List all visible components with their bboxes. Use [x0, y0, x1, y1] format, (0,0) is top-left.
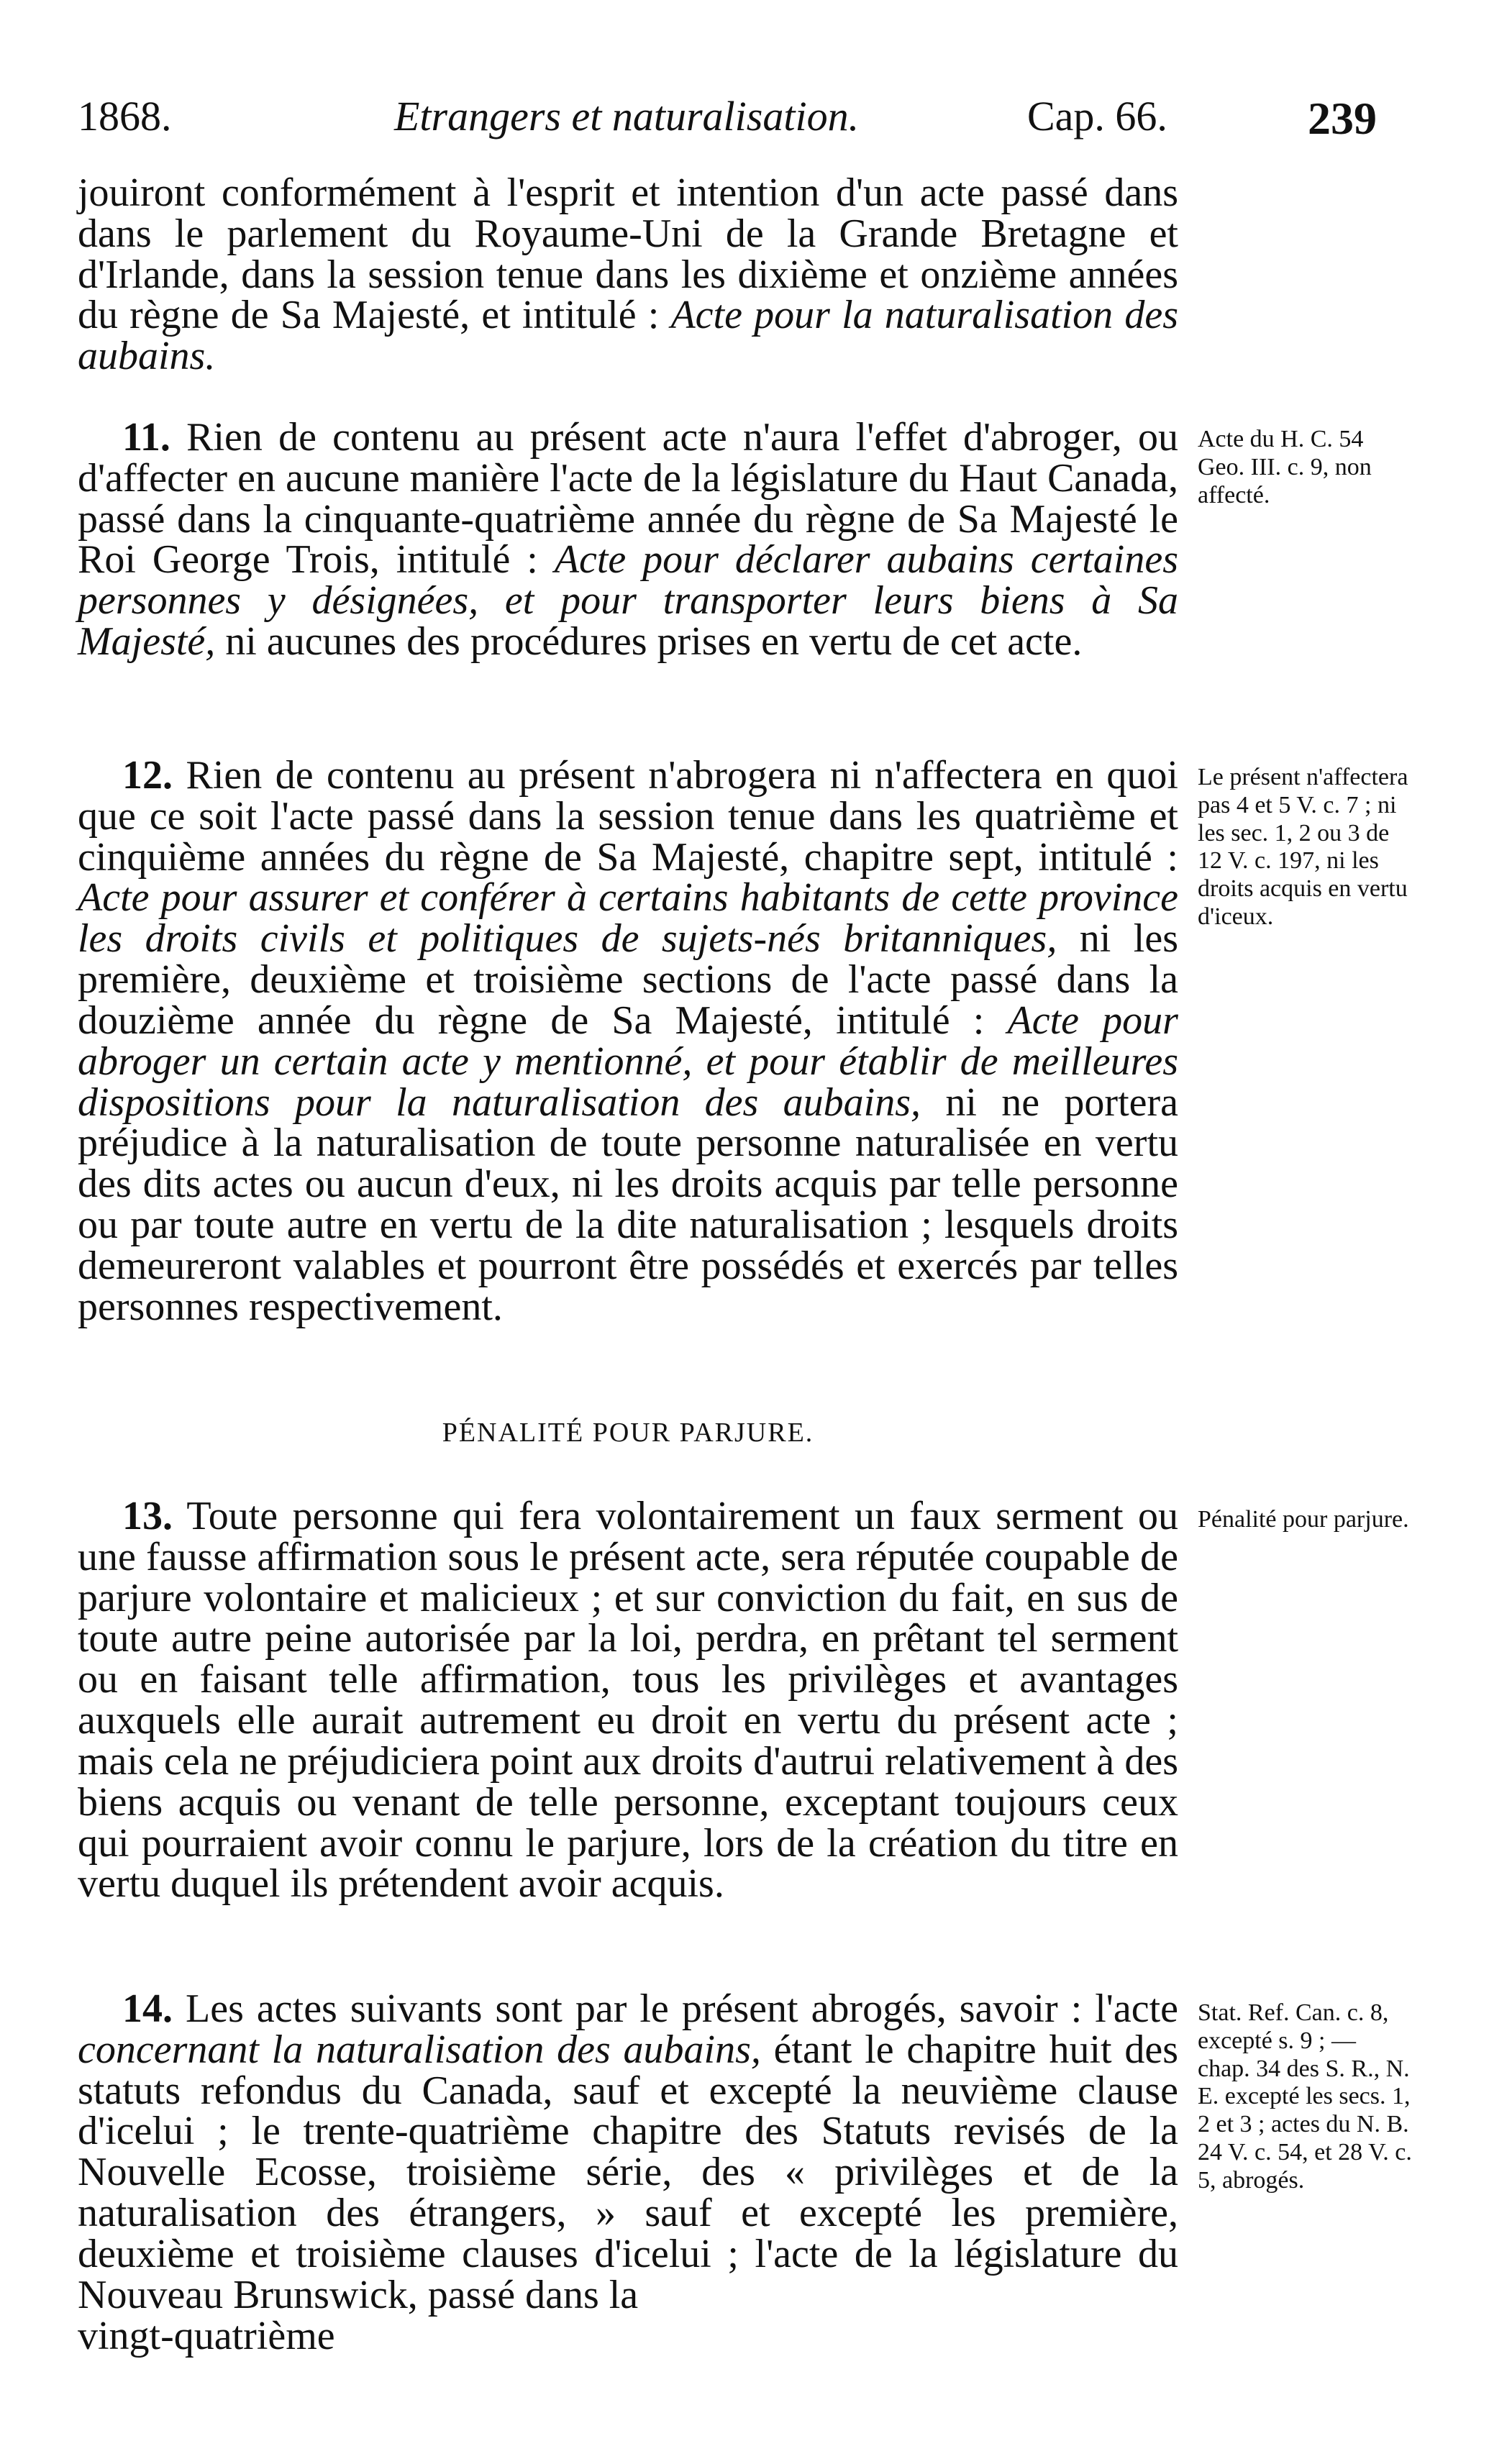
- section-11: [78, 415, 1178, 665]
- section-13: [78, 1494, 1178, 1907]
- paragraph-intro: [78, 170, 1179, 379]
- header-chapter: Cap. 66.: [1027, 93, 1167, 140]
- page-number: 239: [1308, 93, 1377, 144]
- section-12-text-2: ni les première, deuxième et troisième sections de l'acte passé dans la douzième année du règne de Sa Majesté, intitulé :: [78, 916, 1179, 1043]
- section-number-12: 12.: [122, 753, 173, 798]
- section-11-text-1: Rien de contenu au présent acte n'aura l'effet d'abroger, ou d'affecter en aucune manière l'acte de la législature du Haut Canada, passé dans la cinquante-quatrième année du règne de Sa Majesté le Roi George Trois, intitulé :: [78, 415, 1178, 583]
- header-title: Etrangers et naturalisation.: [394, 93, 860, 140]
- section-14: [78, 1986, 1179, 2358]
- section-number-13: 13.: [122, 1494, 173, 1538]
- section-14-text-2: étant le chapitre huit des statuts refondus du Canada, sauf et excepté la neuvième clause d'icelui ; le trente-quatrième chapitre des Statuts revisés de la Nouvelle Ecosse, troisième série, des « privilèges et de la naturalisation des étrangers, » sauf et excepté les première, deuxième et troisième clauses d'icelui ; l'acte de la législature du Nouveau Brunswick, passé dans la: [78, 2027, 1179, 2317]
- section-number-11: 11.: [122, 415, 170, 460]
- running-header: [78, 92, 1401, 150]
- margin-note-13: Pénalité pour parjure.: [1198, 1506, 1409, 1533]
- intro-act-title: Acte pour la naturalisation des aubains.: [78, 293, 1179, 379]
- section-heading: PÉNALITÉ POUR PARJURE.: [442, 1418, 814, 1448]
- section-12-text-3: ni ne portera préjudice à la naturalisation de toute personne naturalisée en vertu des dits actes ou aucun d'eux, ni les droits acquis par telle personne ou par toute autre en vertu de la dite naturalisation ; lesquels droits demeureront valables et pourront être possédés et exercés par telles personnes respectivement.: [78, 1080, 1178, 1329]
- section-11-act-title: Acte pour déclarer aubains certaines personnes y désignées, et pour transporter leurs biens à Sa Majesté,: [78, 537, 1178, 665]
- section-12-text-1: Rien de contenu au présent n'abrogera ni n'affectera en quoi que ce soit l'acte passé dans la session tenue dans les quatrième et cinquième années du règne de Sa Majesté, chapitre sept, intitulé :: [78, 753, 1178, 880]
- section-14-text-1: Les actes suivants sont par le présent abrogés, savoir : l'acte: [173, 1986, 1178, 2031]
- section-11-text-2: ni aucunes des procédures prises en vertu de cet acte.: [215, 619, 1083, 665]
- section-12-act-title-2: Acte pour abroger un certain acte y mentionné, et pour établir de meilleures dispositions pour la naturalisation des aubains,: [78, 998, 1178, 1125]
- catchword: vingt-quatrième: [78, 2313, 335, 2358]
- margin-note-12: Le présent n'affectera pas 4 et 5 V. c. 7 ; ni les sec. 1, 2 ou 3 de 12 V. c. 197, ni les droits acquis en vertu d'iceux.: [1198, 764, 1408, 930]
- section-number-14: 14.: [122, 1986, 173, 2031]
- header-year: 1868.: [78, 93, 172, 140]
- margin-note-14: Stat. Ref. Can. c. 8, excepté s. 9 ; — chap. 34 des S. R., N. E. excepté les secs. 1, 2 et 3 ; actes du N. B. 24 V. c. 54, et 28 V. c. 5, abrogés.: [1198, 1999, 1412, 2194]
- section-14-act-title: concernant la naturalisation des aubains,: [78, 2027, 761, 2072]
- margin-note-11: Acte du H. C. 54 Geo. III. c. 9, non affecté.: [1198, 426, 1372, 508]
- section-12-act-title-1: Acte pour assurer et conférer à certains habitants de cette province les droits civils et politiques de sujets-nés britanniques,: [78, 875, 1178, 962]
- section-12: [78, 755, 1178, 1328]
- section-13-text: Toute personne qui fera volontairement un faux serment ou une fausse affirmation sous le présent acte, sera réputée coupable de parjure volontaire et malicieux ; et sur conviction du fait, en sus de toute autre peine autorisée par la loi, perdra, en prêtant tel serment ou en faisant telle affirmation, tous les privilèges et avantages auxquels elle aurait autrement eu droit en vertu du présent acte ; mais cela ne préjudiciera point aux droits d'autrui relativement à des biens acquis ou venant de telle personne, exceptant toujours ceux qui pourraient avoir connu le parjure, lors de la création du titre en vertu duquel ils prétendent avoir acquis.: [78, 1494, 1178, 1907]
- intro-text: jouiront conformément à l'esprit et intention d'un acte passé dans dans le parlement du Royaume-Uni de la Grande Bretagne et d'Irlande, dans la session tenue dans les dixième et onzième années du règne de Sa Majesté, et intitulé :: [78, 170, 1178, 338]
